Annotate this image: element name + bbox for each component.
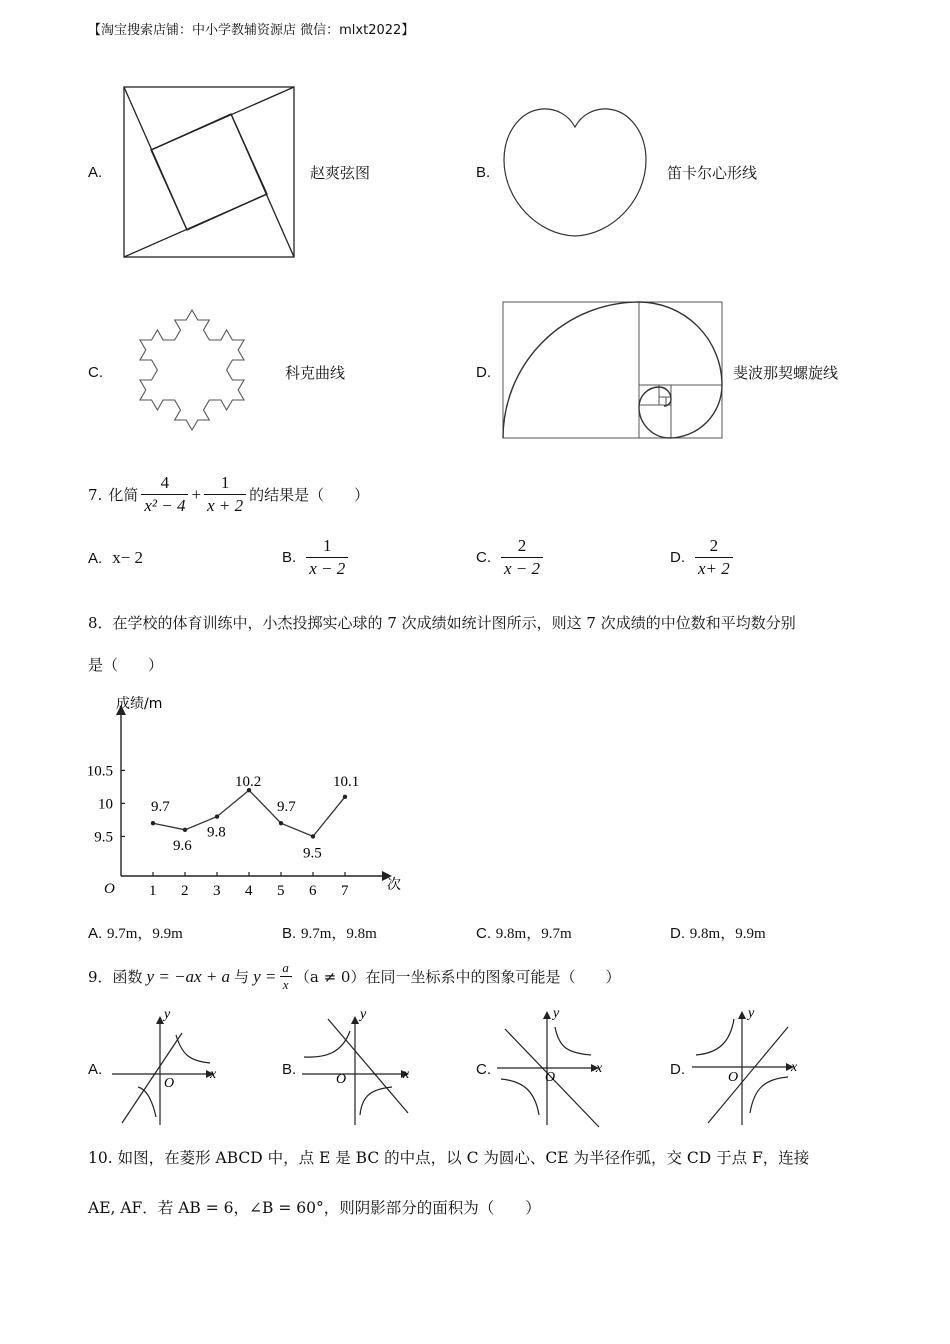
x-tick-label: 5: [277, 883, 285, 899]
q7-option-d[interactable]: [670, 536, 736, 579]
data-label: 10.1: [333, 773, 360, 790]
q8-option-b-text: 9.7m，9.8m: [300, 926, 377, 942]
q7-stem: [88, 473, 369, 516]
q9-d-x-label: x: [791, 1060, 798, 1075]
q7-fraction-1-num: 4: [160, 473, 170, 492]
q7-option-b[interactable]: [282, 536, 351, 579]
x-tick-label: 1: [149, 883, 157, 899]
q6-option-a-caption: 赵爽弦图: [310, 164, 371, 182]
q6-option-d-letter[interactable]: D.: [476, 364, 491, 381]
q8-option-a-text: 9.7m，9.9m: [106, 926, 183, 942]
q6-option-b-caption: 笛卡尔心形线: [667, 164, 758, 182]
q8-option-c-letter: C.: [476, 925, 491, 942]
y-tick-label: 9.5: [94, 829, 113, 846]
q9-eq2-lhs: y =: [253, 966, 277, 986]
q9-a-origin: O: [164, 1076, 175, 1091]
data-label: 9.7: [277, 799, 296, 816]
q7-option-a-text: x− 2: [112, 548, 144, 567]
q9-d-y-label: y: [748, 1006, 755, 1021]
x-axis-label: 次: [387, 877, 401, 893]
q7-fraction-1-den: x² − 4: [141, 494, 188, 516]
q7-option-a[interactable]: [88, 548, 143, 568]
q7-fraction-2-num: 1: [220, 473, 230, 492]
q8-option-d-text: 9.8m，9.9m: [689, 926, 766, 942]
q10-stem-line-2: AE, AF．若 AB = 6，∠B = 60°，则阴影部分的面积为（ ）: [88, 1199, 541, 1217]
q9-option-c-letter[interactable]: C.: [476, 1061, 491, 1078]
q8-option-a[interactable]: [88, 922, 183, 943]
q6-option-d-caption: 斐波那契螺旋线: [733, 364, 839, 382]
throw-score-chart: [0, 690, 420, 905]
q7-option-c-num: 2: [517, 536, 527, 555]
q9-graph-a: [110, 1005, 220, 1130]
q8-option-c-text: 9.8m，9.7m: [495, 926, 572, 942]
data-label: 10.2: [235, 774, 262, 791]
q9-eq2-num: a: [282, 960, 289, 975]
y-tick-label: 10: [98, 796, 113, 813]
q8-option-c[interactable]: [476, 922, 572, 943]
q7-option-a-letter: A.: [88, 549, 103, 567]
header-text: 【淘宝搜索店铺：中小学教辅资源店 微信：mlxt2022】: [88, 23, 415, 38]
cardioid-curve: [500, 100, 660, 245]
q7-option-b-letter: B.: [282, 549, 297, 566]
q8-option-d[interactable]: [670, 922, 766, 943]
q7-option-b-num: 1: [322, 536, 332, 555]
q9-b-origin: O: [336, 1072, 347, 1087]
x-tick-label: 3: [213, 883, 221, 899]
q9-c-x-label: x: [596, 1061, 603, 1076]
q6-option-c-letter[interactable]: C.: [88, 364, 103, 381]
q7-prefix: 化简: [108, 486, 139, 504]
q9-d-origin: O: [728, 1070, 739, 1085]
q9-option-a-letter[interactable]: A.: [88, 1061, 103, 1078]
q8-option-a-letter: A.: [88, 925, 103, 942]
q6-option-c-caption: 科克曲线: [285, 364, 346, 382]
koch-outline: [140, 310, 244, 430]
q7-option-d-num: 2: [709, 536, 719, 555]
data-point: [279, 821, 283, 825]
q9-number: 9．函数: [88, 968, 143, 986]
q9-mid: 与: [234, 968, 250, 986]
q9-a-y-label: y: [164, 1007, 171, 1022]
q7-plus: +: [191, 484, 202, 504]
data-point: [215, 814, 219, 818]
x-tick-label: 7: [341, 883, 349, 899]
data-label: 9.8: [207, 824, 226, 841]
q7-option-c-fraction: [501, 536, 543, 579]
x-tick-label: 6: [309, 883, 317, 899]
y-axis-label: 成绩/m: [116, 696, 163, 712]
q7-option-d-fraction: [695, 536, 733, 579]
q8-option-b[interactable]: [282, 922, 377, 943]
q7-number: 7.: [88, 485, 103, 504]
data-point: [151, 821, 155, 825]
q7-option-b-den: x − 2: [306, 557, 348, 579]
q9-b-y-label: y: [360, 1007, 367, 1022]
origin-label: O: [104, 881, 115, 897]
q7-option-c[interactable]: [476, 536, 546, 579]
data-label: 9.7: [151, 799, 170, 816]
q8-stem-line-1: 8．在学校的体育训练中，小杰投掷实心球的 7 次成绩如统计图所示，则这 7 次成绩的中位数和平均数分别: [88, 614, 796, 632]
q7-fraction-2: [204, 473, 246, 516]
data-point: [343, 795, 347, 799]
q9-c-y-label: y: [553, 1006, 560, 1021]
q9-graph-c: [495, 1005, 610, 1130]
y-tick-label: 10.5: [86, 763, 113, 780]
q7-fraction-2-den: x + 2: [204, 494, 246, 516]
zhao-shuang-diagram: [120, 85, 300, 265]
data-point: [311, 834, 315, 838]
x-tick-label: 2: [181, 883, 189, 899]
series-line: [153, 790, 345, 836]
q9-c-origin: O: [545, 1070, 556, 1085]
fibonacci-spiral: [500, 300, 725, 442]
q7-fraction-1: [141, 473, 188, 516]
q9-option-d-letter[interactable]: D.: [670, 1061, 685, 1078]
q9-eq2-den: x: [280, 976, 292, 992]
q10-stem-line-1: 10. 如图，在菱形 ABCD 中，点 E 是 BC 的中点，以 C 为圆心、CE 为半径作弧，交 CD 于点 F，连接: [88, 1149, 810, 1167]
data-label: 9.6: [173, 837, 192, 854]
data-point: [183, 828, 187, 832]
q7-suffix: 的结果是（ ）: [249, 486, 370, 504]
q9-graph-d: [690, 1005, 805, 1130]
q6-option-b-letter[interactable]: B.: [476, 164, 491, 181]
q9-eq1: y = −ax + a: [146, 966, 231, 986]
koch-snowflake: [110, 280, 280, 455]
q7-option-d-letter: D.: [670, 549, 685, 566]
q9-stem: [88, 961, 620, 992]
data-label: 9.5: [303, 845, 322, 862]
q7-option-c-den: x − 2: [501, 557, 543, 579]
q9-b-x-label: x: [403, 1067, 410, 1082]
q7-option-c-letter: C.: [476, 549, 491, 566]
q6-option-a-letter[interactable]: A.: [88, 164, 103, 181]
q7-option-d-den: x+ 2: [695, 557, 733, 579]
x-tick-label: 4: [245, 883, 253, 899]
q9-option-b-letter[interactable]: B.: [282, 1061, 297, 1078]
q9-condition: （a ≠ 0）在同一坐标系中的图象可能是（ ）: [294, 968, 621, 986]
q9-a-x-label: x: [210, 1067, 217, 1082]
q9-eq2-fraction: [279, 961, 292, 992]
q7-option-b-fraction: [306, 536, 348, 579]
q8-option-d-letter: D.: [670, 925, 685, 942]
q8-option-b-letter: B.: [282, 925, 297, 942]
q8-stem-line-2: 是（ ）: [88, 656, 164, 674]
q9-graph-b: [300, 1005, 415, 1130]
